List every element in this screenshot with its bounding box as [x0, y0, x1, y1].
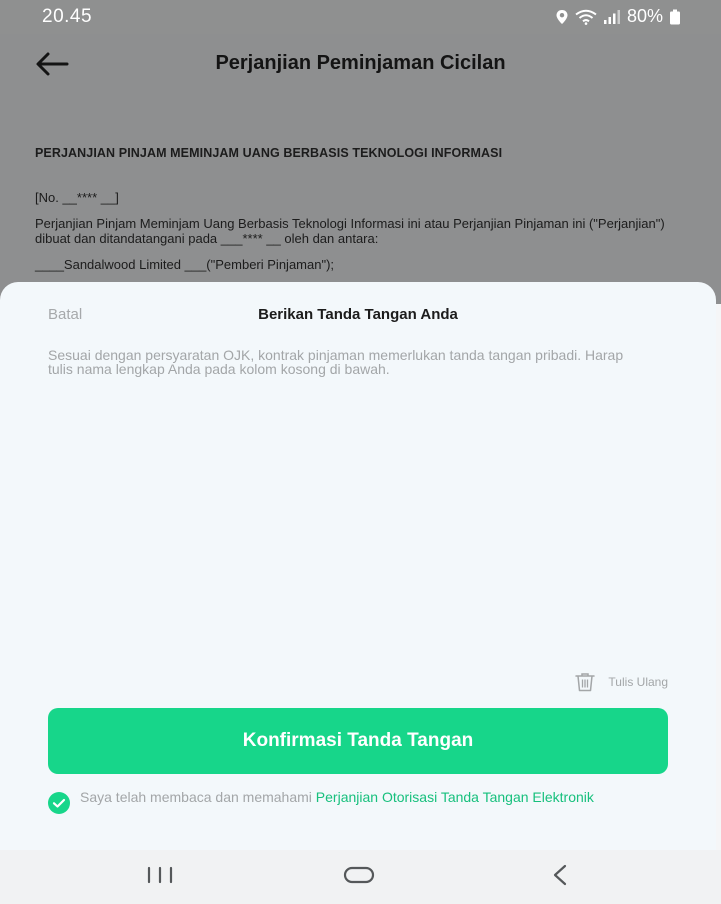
consent-prefix: Saya telah membaca dan memahami [80, 789, 316, 805]
cancel-button[interactable]: Batal [48, 306, 83, 323]
page-title: Perjanjian Peminjaman Cicilan [215, 52, 506, 74]
home-icon [343, 865, 375, 885]
battery-icon [669, 9, 681, 25]
signal-icon [603, 9, 621, 25]
sheet-title: Berikan Tanda Tangan Anda [258, 306, 458, 323]
rewrite-label: Tulis Ulang [608, 675, 668, 689]
app-header [0, 34, 721, 94]
sheet-description: Sesuai dengan persyaratan OJK, kontrak pinjaman memerlukan tanda tangan pribadi. Harap tulis nama lengkap Anda pada kolom kosong di bawah. [48, 347, 624, 377]
agreement-paragraph: Perjanjian Pinjam Meminjam Uang Berbasis Teknologi Informasi ini atau Perjanjian Pinjaman ini ("Perjanjian") dibuat dan ditandatangani pada ___**** __ oleh dan antara: [35, 216, 665, 246]
trash-icon [574, 672, 596, 692]
back-icon [550, 864, 570, 886]
consent-link[interactable]: Perjanjian Otorisasi Tanda Tangan Elektronik [315, 789, 594, 805]
agreement-heading: PERJANJIAN PINJAM MEMINJAM UANG BERBASIS TEKNOLOGI INFORMASI [35, 146, 503, 160]
recent-apps-button[interactable] [140, 860, 180, 890]
confirm-signature-button[interactable]: Konfirmasi Tanda Tangan [48, 708, 668, 774]
signature-sheet [0, 282, 716, 850]
wifi-icon [575, 9, 597, 25]
agreement-page-overlay [0, 34, 721, 304]
check-circle-icon[interactable] [48, 792, 70, 814]
battery-level: 80% [626, 6, 663, 26]
location-icon [555, 9, 569, 25]
status-time: 20.45 [42, 6, 93, 27]
consent-text [80, 790, 648, 804]
system-nav-bar [0, 850, 721, 904]
nav-back-button[interactable] [540, 860, 580, 890]
rewrite-button[interactable] [574, 672, 668, 692]
recent-apps-icon [145, 866, 175, 884]
status-bar [0, 0, 721, 34]
status-icons [555, 6, 681, 27]
agreement-lender: ____Sandalwood Limited ___("Pemberi Pinjaman"); [35, 257, 335, 272]
agreement-content [35, 146, 675, 272]
agreement-number: [No. __**** __] [35, 190, 119, 205]
signature-canvas[interactable] [48, 396, 668, 666]
home-button[interactable] [339, 860, 379, 890]
agreement-consent [48, 790, 648, 804]
